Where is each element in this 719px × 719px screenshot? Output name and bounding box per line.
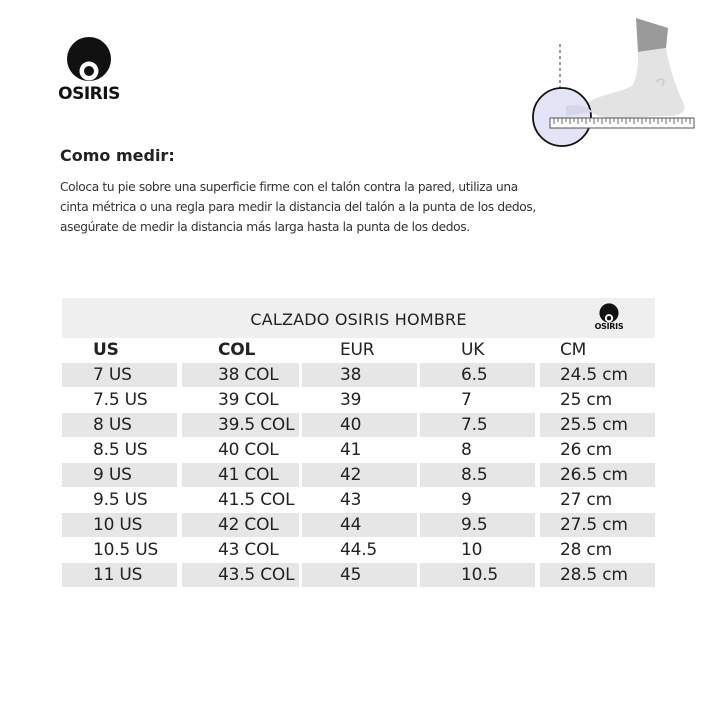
size-chart-header xyxy=(62,298,655,338)
cell-cm: 27.5 cm xyxy=(540,513,655,537)
logo-wordmark: OSIRIS xyxy=(58,84,120,104)
how-to-measure-text: Coloca tu pie sobre una superficie firme con el talón contra la pared, utiliza una cinta métrica o una regla para medir la distancia del talón a la punta de los dedos, asegúrate de medir la distancia más larga hasta la punta de los dedos. xyxy=(60,180,536,234)
cell-cm: 25 cm xyxy=(560,390,612,410)
table-row xyxy=(62,363,655,388)
cell-col: 39.5 COL xyxy=(182,413,299,437)
cell-col: 41.5 COL xyxy=(218,490,295,510)
table-row xyxy=(62,388,655,413)
cell-uk: 7 xyxy=(461,390,472,410)
cell-uk: 8.5 xyxy=(420,463,535,487)
cell-eur: 45 xyxy=(302,563,417,587)
cell-us: 7.5 US xyxy=(93,390,148,410)
column-header-uk: UK xyxy=(461,340,485,360)
column-header-eur: EUR xyxy=(340,340,375,360)
size-chart-table xyxy=(62,298,655,588)
cell-col: 39 COL xyxy=(218,390,279,410)
column-header-us: US xyxy=(93,340,119,360)
osiris-logo-icon xyxy=(599,303,619,323)
cell-eur: 40 xyxy=(302,413,417,437)
cell-eur: 44.5 xyxy=(340,540,378,560)
cell-uk: 9 xyxy=(461,490,472,510)
cell-uk: 6.5 xyxy=(420,363,535,387)
cell-us: 7 US xyxy=(62,363,177,387)
cell-cm: 25.5 cm xyxy=(540,413,655,437)
cell-col: 41 COL xyxy=(182,463,299,487)
cell-us: 10 US xyxy=(62,513,177,537)
cell-uk: 9.5 xyxy=(420,513,535,537)
cell-cm: 24.5 cm xyxy=(540,363,655,387)
cell-col: 43 COL xyxy=(218,540,279,560)
cell-eur: 39 xyxy=(340,390,362,410)
osiris-logo-icon xyxy=(66,36,112,82)
cell-eur: 41 xyxy=(340,440,362,460)
cell-cm: 28.5 cm xyxy=(540,563,655,587)
cell-eur: 43 xyxy=(340,490,362,510)
table-row xyxy=(62,438,655,463)
cell-uk: 10 xyxy=(461,540,483,560)
cell-col: 43.5 COL xyxy=(182,563,299,587)
table-row xyxy=(62,488,655,513)
cell-eur: 44 xyxy=(302,513,417,537)
table-row xyxy=(62,463,655,488)
table-row xyxy=(62,413,655,438)
cell-uk: 8 xyxy=(461,440,472,460)
cell-uk: 7.5 xyxy=(420,413,535,437)
cell-us: 9 US xyxy=(62,463,177,487)
table-row xyxy=(62,513,655,538)
foot-measure-illustration xyxy=(528,12,698,152)
cell-eur: 38 xyxy=(302,363,417,387)
cell-col: 40 COL xyxy=(218,440,279,460)
size-chart-column-headers xyxy=(62,338,655,363)
cell-us: 8.5 US xyxy=(93,440,148,460)
table-row xyxy=(62,538,655,563)
cell-col: 42 COL xyxy=(182,513,299,537)
cell-us: 9.5 US xyxy=(93,490,148,510)
column-header-col: COL xyxy=(218,340,256,360)
cell-cm: 28 cm xyxy=(560,540,612,560)
cell-eur: 42 xyxy=(302,463,417,487)
cell-us: 11 US xyxy=(62,563,177,587)
cell-us: 10.5 US xyxy=(93,540,159,560)
cell-uk: 10.5 xyxy=(420,563,535,587)
cell-cm: 26.5 cm xyxy=(540,463,655,487)
size-chart-logo xyxy=(589,303,629,331)
size-chart-title: CALZADO OSIRIS HOMBRE xyxy=(250,310,467,329)
how-to-measure-title: Como medir: xyxy=(60,146,175,165)
size-chart-logo-wordmark: OSIRIS xyxy=(594,322,624,331)
cell-cm: 26 cm xyxy=(560,440,612,460)
osiris-logo xyxy=(54,36,124,104)
cell-us: 8 US xyxy=(62,413,177,437)
table-row xyxy=(62,563,655,588)
column-header-cm: CM xyxy=(560,340,587,360)
cell-col: 38 COL xyxy=(182,363,299,387)
cell-cm: 27 cm xyxy=(560,490,612,510)
